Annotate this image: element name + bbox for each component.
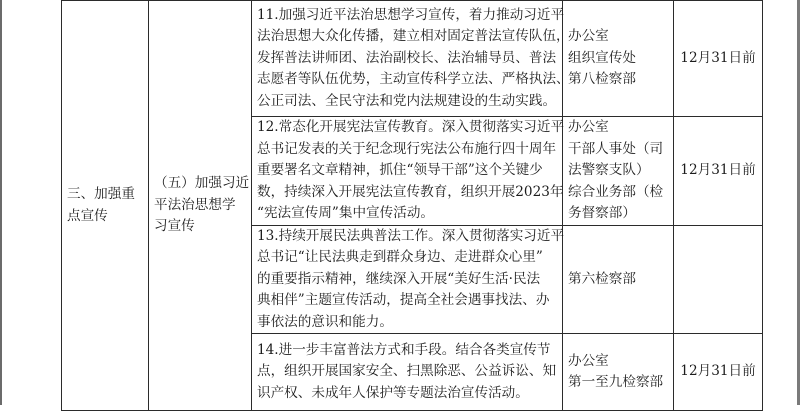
task-text-line: 13.持续开展民法典普法工作。深入贯彻落实习近平 <box>257 227 565 244</box>
task-text-line: 志愿者等队伍优势，主动宣传科学立法、严格执法、 <box>257 71 570 88</box>
department-text-line: 综合业务部（检 <box>568 183 664 200</box>
task-text-line: 法治思想大众化传播，建立相对固定普法宣传队伍， <box>257 28 570 45</box>
task-content-cell <box>252 334 563 411</box>
department-cell <box>563 117 674 226</box>
deadline-cell <box>674 117 763 226</box>
department-text-line: 干部人事处（司 <box>568 140 664 157</box>
task-text-line: 的重要指示精神，继续深入开展“美好生活·民法 <box>257 270 541 287</box>
deadline-text: 12月31日前 <box>680 162 756 178</box>
department-text-line: 办公室 <box>568 119 609 135</box>
task-text-line: 典相伴”主题宣传活动，提高全社会遇事找法、办 <box>257 292 550 308</box>
task-text-line: 11.加强习近平法治思想学习宣传，着力推动习近平 <box>257 6 565 23</box>
task-text-line: 事依法的意识和能力。 <box>257 313 393 330</box>
department-text-line: 组织宣传处 <box>568 49 636 66</box>
task-text-line: 发挥普法讲师团、法治副校长、法治辅导员、普法 <box>257 49 557 66</box>
deadline-cell <box>674 225 763 334</box>
department-cell <box>563 1 674 117</box>
department-text-line: 第一至九检察部 <box>568 374 664 390</box>
deadline-cell <box>674 1 763 117</box>
task-text-line: 总书记发表的关于纪念现行宪法公布施行四十周年 <box>257 140 557 157</box>
deadline-text: 12月31日前 <box>680 49 756 66</box>
department-text-line: 办公室 <box>568 28 609 45</box>
task-content-cell <box>252 225 563 334</box>
subcategory-text-line: （五）加强习近 <box>154 175 250 192</box>
department-text-line: 第八检察部 <box>568 71 636 88</box>
task-text-line: 点，组织开展国家安全、扫黑除恶、公益诉讼、知 <box>257 363 557 380</box>
department-cell <box>563 225 674 334</box>
subcategory-text-line: 平法治思想学 <box>154 196 236 213</box>
department-text-line: 第六检察部 <box>568 270 636 287</box>
deadline-text: 12月31日前 <box>680 363 756 380</box>
deadline-cell <box>674 334 763 411</box>
department-text-line: 法警察支队） <box>568 162 650 178</box>
department-text-line: 办公室 <box>568 352 609 369</box>
task-text-line: “宪法宣传周”集中宣传活动。 <box>257 205 435 221</box>
task-text-line: 14.进一步丰富普法方式和手段。结合各类宣传节 <box>257 341 551 358</box>
task-content-cell <box>252 117 563 226</box>
task-text-line: 总书记“让民法典走到群众身边、走进群众心里” <box>257 249 543 265</box>
task-text-line: 12.常态化开展宪法宣传教育。深入贯彻落实习近平 <box>257 119 565 135</box>
page-left-edge <box>0 0 2 405</box>
task-text-line: 数，持续深入开展宪法宣传教育，组织开展2023年 <box>257 183 564 200</box>
task-text-line: 公正司法、全民守法和党内法规建设的生动实践。 <box>257 92 557 109</box>
subcategory-cell <box>149 1 252 411</box>
department-text-line: 务督察部） <box>568 205 636 221</box>
category-text-line: 三、加强重 <box>67 186 135 202</box>
task-text-line: 识产权、未成年人保护等专题法治宣传活动。 <box>257 384 529 401</box>
task-text-line: 重要署名文章精神，抓住“领导干部”这个关键少 <box>257 162 543 178</box>
category-cell <box>62 1 149 411</box>
subcategory-text-line: 习宣传 <box>154 218 195 235</box>
category-text-line: 点宣传 <box>67 207 108 224</box>
department-cell <box>563 334 674 411</box>
task-content-cell <box>252 1 570 117</box>
task-table <box>61 0 763 411</box>
table-row <box>62 1 763 117</box>
